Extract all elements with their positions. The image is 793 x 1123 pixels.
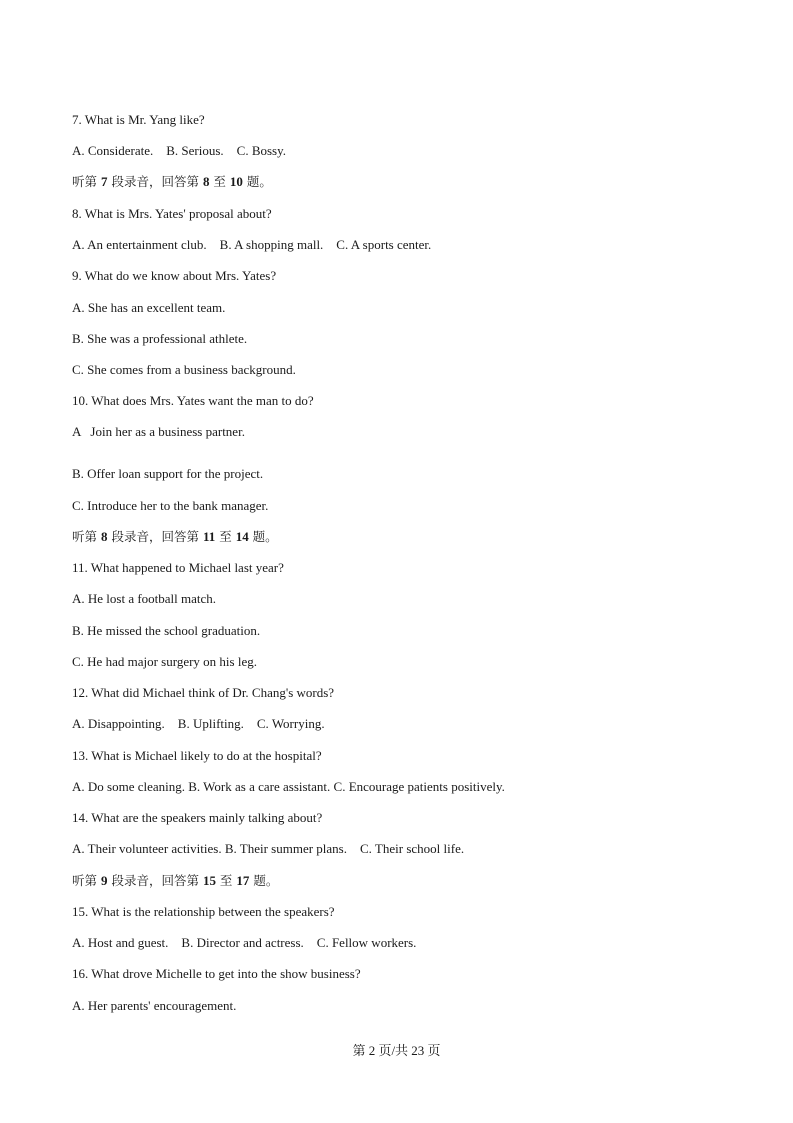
question-9: 9. What do we know about Mrs. Yates? [72,268,277,283]
question-16: 16. What drove Michelle to get into the show business? [72,966,361,981]
question-8: 8. What is Mrs. Yates' proposal about? [72,206,272,221]
question-13-options: A. Do some cleaning. B. Work as a care assistant. C. Encourage patients positively. [72,779,505,794]
question-12: 12. What did Michael think of Dr. Chang's words? [72,685,335,700]
question-14-options: A. Their volunteer activities. B. Their summer plans. C. Their school life. [72,841,465,856]
section-header-7: 听第 7 段录音，回答第 8 至 10 题。 [72,174,272,189]
section-header-9: 听第 9 段录音，回答第 15 至 17 题。 [72,873,279,888]
question-10-option-a: A Join her as a business partner. [72,424,245,439]
question-16-option-a: A. Her parents' encouragement. [72,998,237,1013]
question-13: 13. What is Michael likely to do at the hospital? [72,748,322,763]
question-9-option-b: B. She was a professional athlete. [72,331,248,346]
section-header-8: 听第 8 段录音，回答第 11 至 14 题。 [72,529,278,544]
question-14: 14. What are the speakers mainly talking about? [72,810,323,825]
question-7-options: A. Considerate. B. Serious. C. Bossy. [72,143,287,158]
question-9-option-c: C. She comes from a business background. [72,362,296,377]
question-11-option-c: C. He had major surgery on his leg. [72,654,257,669]
question-11: 11. What happened to Michael last year? [72,560,284,575]
question-15-options: A. Host and guest. B. Director and actress. C. Fellow workers. [72,935,417,950]
page-number-footer: 第 2 页/共 23 页 [352,1043,441,1058]
question-9-option-a: A. She has an excellent team. [72,300,226,315]
question-10-option-c: C. Introduce her to the bank manager. [72,498,269,513]
question-10: 10. What does Mrs. Yates want the man to do? [72,393,314,408]
question-7: 7. What is Mr. Yang like? [72,112,205,127]
question-12-options: A. Disappointing. B. Uplifting. C. Worrying. [72,716,325,731]
question-11-option-a: A. He lost a football match. [72,591,217,606]
question-10-option-b: B. Offer loan support for the project. [72,466,264,481]
question-15: 15. What is the relationship between the speakers? [72,904,335,919]
question-8-options: A. An entertainment club. B. A shopping mall. C. A sports center. [72,237,432,252]
question-11-option-b: B. He missed the school graduation. [72,623,261,638]
